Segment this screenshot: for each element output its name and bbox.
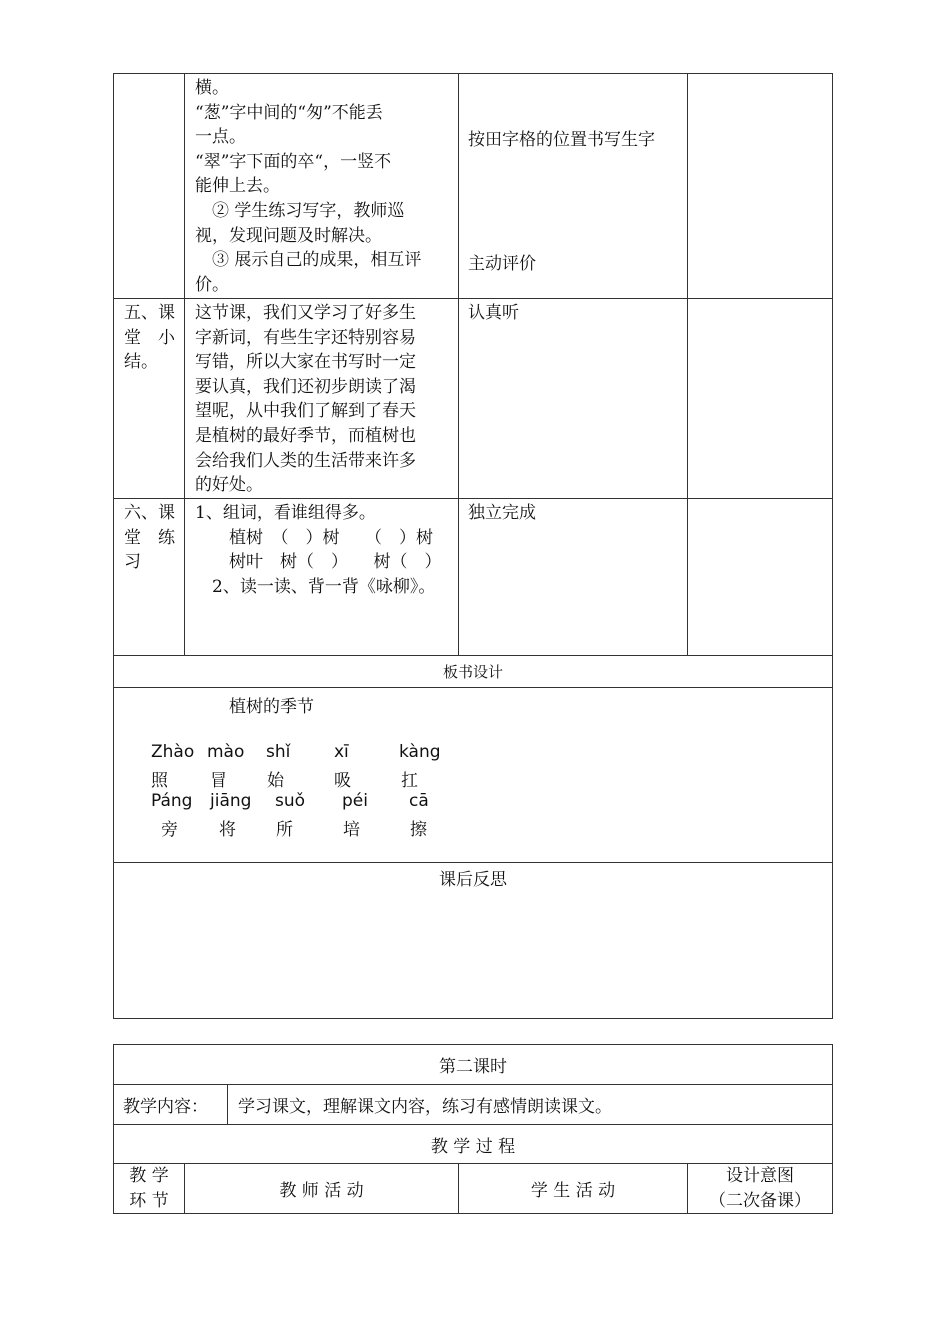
column-header-row: [114, 1164, 833, 1214]
pinyin: suǒ: [275, 791, 306, 811]
pinyin: Zhào: [151, 742, 195, 762]
design-intent-cell: [688, 74, 833, 299]
board-design-heading: 板书设计: [114, 656, 833, 688]
reflection-cell: [114, 863, 833, 1019]
step-label: 堂 练: [124, 527, 175, 548]
teacher-activity-cell: [185, 299, 459, 499]
pinyin: xī: [334, 742, 349, 762]
header-line: 环 节: [129, 1190, 169, 1211]
lesson-2-title: 第二课时: [114, 1045, 833, 1085]
chinese-character: 扛: [401, 771, 418, 791]
step-label: 五、课: [124, 303, 175, 323]
step-cell: [114, 499, 185, 656]
chinese-character: 始: [267, 771, 284, 791]
chinese-character: 照: [151, 771, 168, 791]
text-line: 是植树的最好季节，而植树也: [195, 425, 416, 446]
teacher-activity-cell: [185, 499, 459, 656]
pinyin: kàng: [399, 742, 441, 762]
col-teacher-header: 教 师 活 动: [185, 1164, 459, 1214]
text-line: 2、读一读、背一背《咏柳》。: [195, 576, 436, 597]
text-line: 一点。: [195, 127, 246, 148]
section-5-row: [114, 299, 833, 499]
chinese-character: 擦: [410, 820, 427, 840]
pinyin: jiāng: [210, 791, 252, 811]
text-line: 横。: [195, 78, 229, 98]
pinyin: Páng: [151, 791, 193, 811]
process-row: [114, 1125, 833, 1164]
pinyin: shǐ: [266, 742, 291, 762]
reflection-heading: 课后反思: [439, 870, 507, 890]
text-line: 的好处。: [195, 475, 263, 496]
teaching-process-heading: 教 学 过 程: [114, 1125, 833, 1164]
text-line: 植树 （ ）树 （ ）树: [195, 527, 433, 548]
text-line: ② 学生练习写字，教师巡: [195, 200, 405, 221]
teaching-content: 学习课文，理解课文内容，练习有感情朗读课文。: [228, 1085, 833, 1125]
teacher-activity-cell: [185, 74, 459, 299]
student-activity-text: 独立完成: [468, 503, 536, 523]
step-cell: [114, 74, 185, 299]
board-title: 植树的季节: [229, 697, 314, 717]
col-step-header: [114, 1164, 185, 1214]
student-activity-cell: [459, 74, 688, 299]
step-label: 习: [124, 552, 141, 573]
text-line: ③ 展示自己的成果，相互评: [195, 250, 422, 271]
design-intent-cell: [688, 299, 833, 499]
student-activity-text: 按田字格的位置书写生字: [468, 130, 655, 150]
board-content-row: [114, 688, 833, 863]
col-student-header: 学 生 活 动: [459, 1164, 688, 1214]
step-label: 结。: [124, 352, 158, 373]
student-activity-text: 主动评价: [468, 254, 536, 274]
header-line: 设计意图: [726, 1166, 794, 1186]
board-content-cell: [114, 688, 833, 863]
header-line: 教 学: [129, 1166, 169, 1186]
pinyin: mào: [207, 742, 245, 762]
reflection-row: [114, 863, 833, 1019]
text-line: 要认真，我们还初步朗读了渴: [195, 376, 416, 397]
pinyin: péi: [342, 791, 368, 811]
header-line: （二次备课）: [709, 1190, 811, 1211]
text-line: 望呢，从中我们了解到了春天: [195, 401, 416, 422]
section-6-row: [114, 499, 833, 656]
col-design-header: [688, 1164, 833, 1214]
text-line: “葱”字中间的“匆”不能丢: [195, 102, 383, 123]
chinese-character: 冒: [210, 771, 227, 791]
student-activity-cell: [459, 299, 688, 499]
text-line: 写错，所以大家在书写时一定: [195, 352, 416, 373]
chinese-character: 吸: [334, 771, 351, 791]
lesson-2-title-row: [114, 1045, 833, 1085]
step-cell: [114, 299, 185, 499]
section-4-row: [114, 74, 833, 299]
text-line: 树叶 树（ ） 树（ ）: [195, 552, 442, 573]
teaching-content-label: 教学内容：: [114, 1085, 228, 1125]
step-label: 六、课: [124, 503, 175, 523]
text-line: 1、组词，看谁组得多。: [195, 503, 376, 523]
chinese-character: 旁: [161, 820, 178, 840]
text-line: 视，发现问题及时解决。: [195, 225, 382, 246]
step-label: 堂 小: [124, 327, 175, 348]
lesson-plan-table: [113, 73, 833, 1019]
teaching-content-row: [114, 1085, 833, 1125]
board-content: [114, 688, 832, 840]
chinese-character: 将: [219, 820, 236, 840]
text-line: 会给我们人类的生活带来许多: [195, 450, 416, 471]
chinese-character: 所: [276, 820, 293, 840]
text-line: 能伸上去。: [195, 176, 280, 197]
text-line: 字新词，有些生字还特别容易: [195, 327, 416, 348]
pinyin: cā: [409, 791, 429, 811]
board-heading-row: [114, 656, 833, 688]
student-activity-text: 认真听: [468, 303, 519, 323]
chinese-character: 培: [343, 820, 360, 840]
text-line: 这节课，我们又学习了好多生: [195, 303, 416, 323]
text-line: 价。: [195, 274, 229, 295]
lesson-2-table: [113, 1044, 833, 1214]
design-intent-cell: [688, 499, 833, 656]
text-line: “翠”字下面的卒“，一竖不: [195, 151, 392, 172]
student-activity-cell: [459, 499, 688, 656]
